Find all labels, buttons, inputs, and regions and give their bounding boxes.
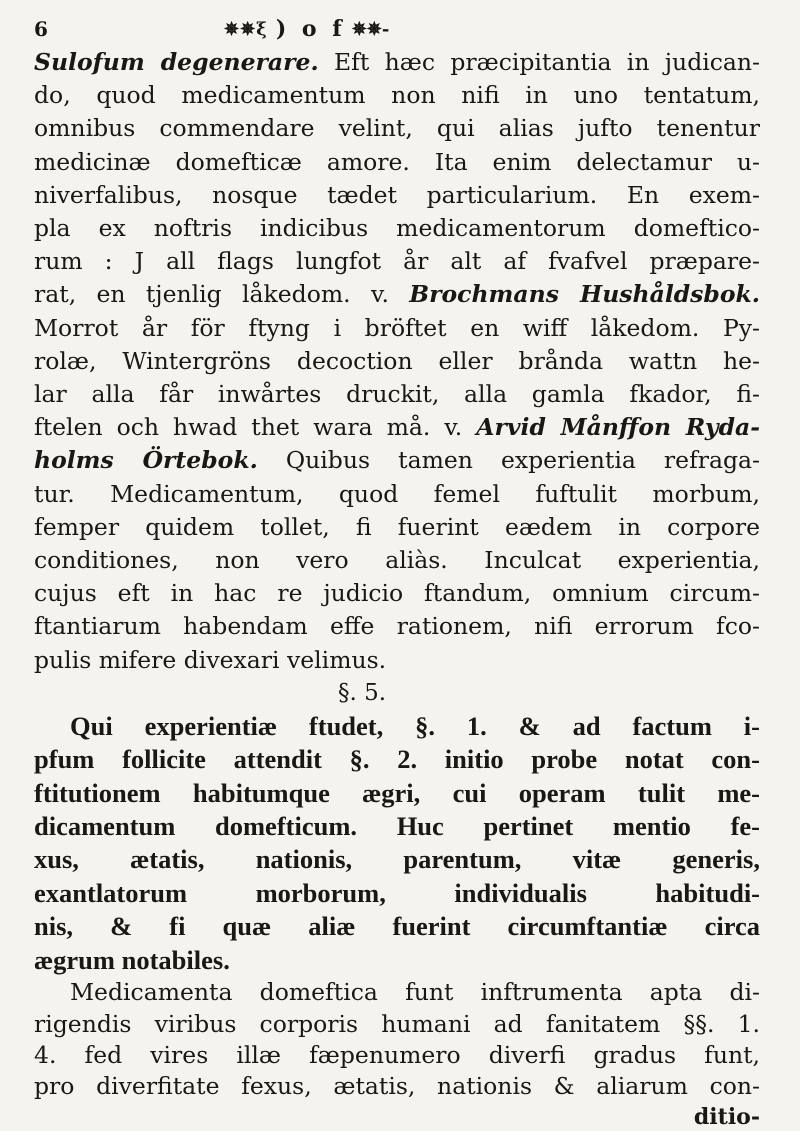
text-line: medicinæ domefticæ amore. Ita enim delectamur u- bbox=[34, 147, 760, 176]
paragraph-1 bbox=[34, 46, 760, 677]
text-line: omnibus commendare velint, qui alias jufto tenentur bbox=[34, 114, 760, 143]
text-line: femper quidem tollet, fi fuerint eædem in corpore bbox=[34, 512, 760, 541]
text-line: ftitutionem habitumque ægri, cui operam tulit me- bbox=[34, 777, 760, 808]
text-line: pulis mifere divexari velimus. bbox=[34, 645, 387, 674]
text-line: ftantiarum habendam effe rationem, nifi errorum fco- bbox=[34, 612, 760, 641]
ornament-left-icon: ✵✵ξ bbox=[224, 18, 268, 40]
running-title: ) o f bbox=[275, 16, 346, 42]
text-line: rolæ, Wintergröns decoction eller brånda wattn he- bbox=[34, 346, 760, 375]
text-line: ftelen och hwad thet wara må. v. Arvid Månffon Ryda- bbox=[34, 413, 760, 442]
text-line: Medicamenta domeftica funt inftrumenta apta di- bbox=[70, 978, 760, 1007]
text-line: rum : J all flags lungfot år alt af fvafvel præpare- bbox=[34, 247, 760, 276]
text-line: Sulofum degenerare. Eft hæc præcipitantia in judican- bbox=[34, 48, 761, 76]
text-line: holms Örtebok. Quibus tamen experientia refraga- bbox=[34, 446, 761, 475]
text-line: exantlatorum morborum, individualis habitudi- bbox=[34, 877, 760, 908]
text-line: nis, & fi quæ aliæ fuerint circumftantiæ circa bbox=[34, 911, 760, 942]
catchword: ditio- bbox=[693, 1103, 760, 1130]
text-line: pro diverfitate fexus, ætatis, nationis & aliarum con- bbox=[34, 1072, 760, 1101]
text-line: pla ex noftris indicibus medicamentorum domeftico- bbox=[34, 214, 760, 243]
paragraph-2-bold bbox=[34, 710, 760, 977]
section-heading: §. 5. bbox=[337, 679, 387, 706]
text-line: 4. fed vires illæ fæpenumero diverfi gradus funt, bbox=[34, 1040, 760, 1069]
page-number: 6 bbox=[34, 17, 48, 41]
reference-italic: holms Örtebok. bbox=[34, 446, 258, 475]
text-line: rigendis viribus corporis humani ad fanitatem §§. 1. bbox=[34, 1009, 760, 1038]
text-line: rat, en tjenlig låkedom. v. Brochmans Hushåldsbok. bbox=[34, 280, 760, 309]
text-line: pfum follicite attendit §. 2. initio probe notat con- bbox=[34, 744, 760, 775]
text-line: ægrum notabiles. bbox=[34, 944, 230, 975]
text-line: Qui experientiæ ftudet, §. 1. & ad factum i- bbox=[70, 710, 760, 741]
text-line: Morrot år för ftyng i bröftet en wiff låkedom. Py- bbox=[34, 313, 760, 342]
reference-italic: Brochmans Hushåldsbok. bbox=[409, 280, 760, 309]
italic-lead: Sulofum degenerare. bbox=[34, 48, 319, 76]
running-head bbox=[34, 14, 760, 44]
text-line: xus, ætatis, nationis, parentum, vitæ generis, bbox=[34, 844, 760, 875]
paragraph-3 bbox=[34, 977, 760, 1103]
reference-italic: Arvid Månffon Ryda- bbox=[476, 413, 760, 442]
text-line: cujus eft in hac re judicio ftandum, omnium circum- bbox=[34, 579, 760, 608]
text-line: conditiones, non vero aliàs. Inculcat experientia, bbox=[34, 546, 760, 575]
ornament-right-icon: ✵✵- bbox=[351, 18, 390, 40]
text-line: niverfalibus, nosque tædet particularium. En exem- bbox=[34, 180, 760, 209]
text-line: lar alla får inwårtes druckit, alla gamla fkador, fi- bbox=[34, 380, 760, 409]
text-line: do, quod medicamentum non nifi in uno tentatum, bbox=[34, 81, 760, 110]
text-line: dicamentum domefticum. Huc pertinet mentio fe- bbox=[34, 811, 760, 842]
text-line: tur. Medicamentum, quod femel fuftulit morbum, bbox=[34, 479, 760, 508]
